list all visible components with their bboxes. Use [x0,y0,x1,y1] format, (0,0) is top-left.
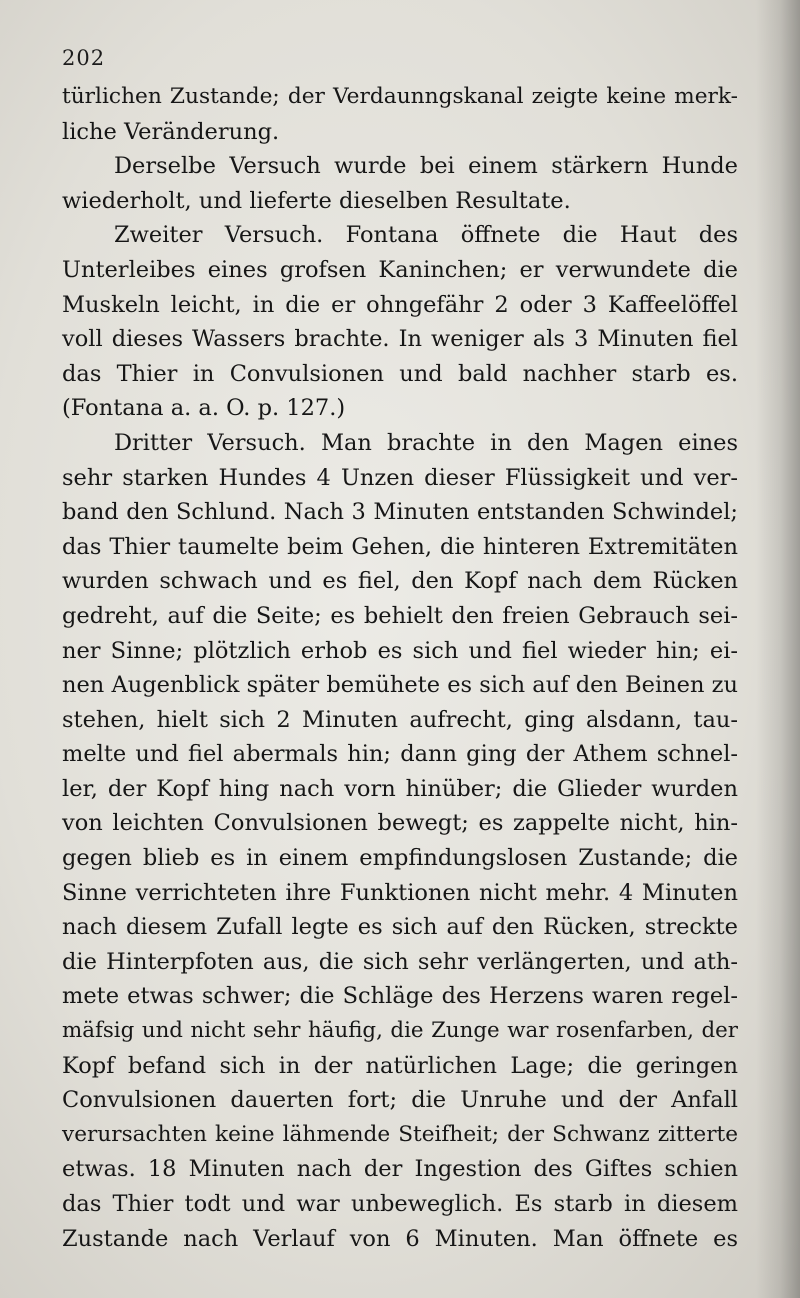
text-line: Convulsionen dauerten fort; die Unruhe und der Anfall [62,1087,738,1114]
text-line: wurden schwach und es fiel, den Kopf nach dem Rücken [62,568,738,595]
text-line: ler, der Kopf hing nach vorn hinüber; die Glieder wurden [62,775,738,802]
text-line: das Thier in Convulsionen und bald nachher starb es. [62,360,738,387]
citation-line: (Fontana a. a. O. p. 127.) [62,395,346,422]
section-heading-line: Dritter Versuch. Man brachte in den Magen eines [114,429,738,456]
text-line: liche Veränderung. [62,118,280,145]
text-line: ner Sinne; plötzlich erhob es sich und fiel wieder hin; ei- [62,637,738,664]
text-line: Muskeln leicht, in die er ohngefähr 2 oder 3 Kaffeelöffel [62,291,738,318]
text-line: nen Augenblick später bemühete es sich auf den Beinen zu [62,672,738,699]
text-line: verursachten keine lähmende Steifheit; der Schwanz zitterte [62,1121,738,1147]
text-line: sehr starken Hundes 4 Unzen dieser Flüssigkeit und ver- [62,464,738,491]
text-line: Unterleibes eines grofsen Kaninchen; er verwundete die [62,256,738,283]
text-line: gedreht, auf die Seite; es behielt den freien Gebrauch sei- [62,602,738,629]
text-line: Zustande nach Verlauf von 6 Minuten. Man öffnete es [62,1225,738,1252]
text-line: melte und fiel abermals hin; dann ging der Athem schnel- [62,741,738,768]
text-line: von leichten Convulsionen bewegt; es zappelte nicht, hin- [62,810,738,837]
text-line: gegen blieb es in einem empfindungslosen Zustande; die [62,845,738,872]
text-line: nach diesem Zufall legte es sich auf den Rücken, streckte [62,914,738,941]
body-text [62,80,738,1256]
section-heading-line: Zweiter Versuch. Fontana öffnete die Haut des [114,222,738,249]
text-line: band den Schlund. Nach 3 Minuten entstanden Schwindel; [62,499,738,526]
text-line: Kopf befand sich in der natürlichen Lage; die geringen [62,1052,738,1079]
text-line: das Thier taumelte beim Gehen, die hinteren Extremitäten [62,533,738,560]
page-number: 202 [62,46,106,70]
text-line: das Thier todt und war unbeweglich. Es starb in diesem [62,1191,738,1217]
text-line: voll dieses Wassers brachte. In weniger als 3 Minuten fiel [62,326,738,353]
text-line: Derselbe Versuch wurde bei einem stärkern Hunde [114,153,738,180]
text-line: die Hinterpfoten aus, die sich sehr verlängerten, und ath- [62,948,738,975]
text-line: stehen, hielt sich 2 Minuten aufrecht, ging alsdann, tau- [62,706,738,733]
page-gutter-shadow [756,0,800,1298]
text-line: wiederholt, und lieferte dieselben Resultate. [62,187,571,214]
text-line: türlichen Zustande; der Verdaunngskanal zeigte keine merk- [62,84,738,109]
text-line: mäfsig und nicht sehr häufig, die Zunge war rosenfarben, der [62,1018,738,1044]
text-line: etwas. 18 Minuten nach der Ingestion des Giftes schien [62,1156,738,1183]
text-line: Sinne verrichteten ihre Funktionen nicht mehr. 4 Minuten [62,879,738,906]
text-line: mete etwas schwer; die Schläge des Herzens waren regel- [62,983,738,1010]
